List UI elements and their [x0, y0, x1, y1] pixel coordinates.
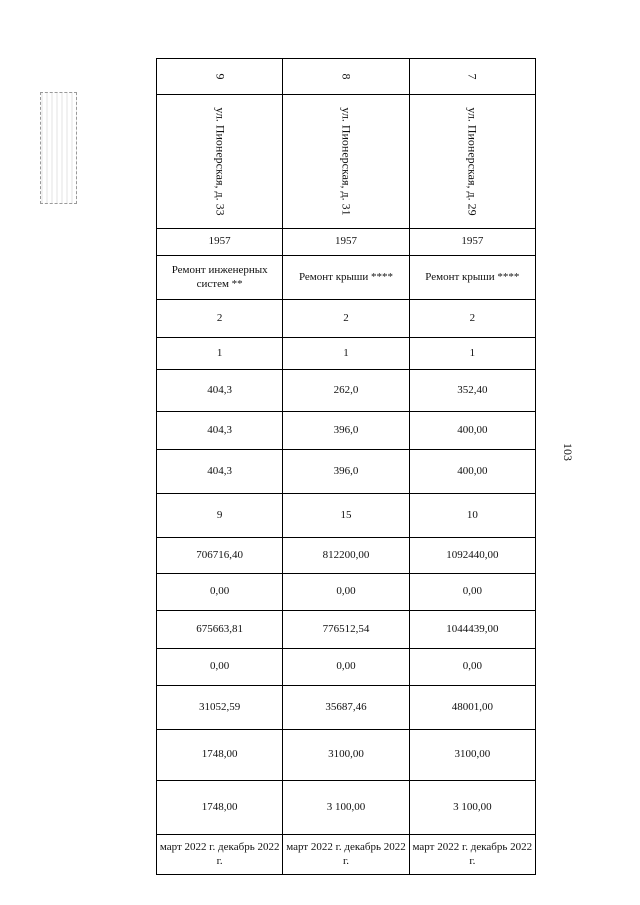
table-cell: 1748,00	[157, 730, 283, 781]
table-cell: 0,00	[157, 649, 283, 686]
table-row	[157, 781, 536, 835]
table-cell: 352,40	[409, 370, 535, 412]
table-cell: 396,0	[283, 450, 409, 494]
table-row	[157, 95, 536, 229]
table-cell: 675663,81	[157, 611, 283, 649]
table-row	[157, 300, 536, 338]
register-table	[156, 58, 536, 875]
table-cell: 3100,00	[409, 730, 535, 781]
table-cell: 0,00	[157, 574, 283, 611]
table-cell: 2	[409, 300, 535, 338]
table-row	[157, 256, 536, 300]
table-row	[157, 412, 536, 450]
table-cell: 0,00	[283, 574, 409, 611]
table-row	[157, 338, 536, 370]
table-row	[157, 370, 536, 412]
table-cell: 2	[283, 300, 409, 338]
table-cell: 706716,40	[157, 538, 283, 574]
table-cell: 31052,59	[157, 686, 283, 730]
table-cell	[157, 95, 283, 229]
address-text: ул. Пионерская, д. 33	[213, 107, 228, 216]
table-cell	[283, 95, 409, 229]
table-cell: 400,00	[409, 412, 535, 450]
table-cell: март 2022 г. декабрь 2022 г.	[409, 835, 535, 875]
table-cell: 3100,00	[283, 730, 409, 781]
table-row	[157, 538, 536, 574]
table-cell: 3 100,00	[283, 781, 409, 835]
column-number: 8	[339, 73, 354, 80]
table-cell: март 2022 г. декабрь 2022 г.	[157, 835, 283, 875]
table-cell: 1957	[283, 229, 409, 256]
table-row	[157, 450, 536, 494]
column-number: 9	[213, 73, 228, 80]
table-cell: Ремонт крыши ****	[409, 256, 535, 300]
table-cell: Ремонт инженерных систем **	[157, 256, 283, 300]
table-cell: 1957	[409, 229, 535, 256]
table-cell: 1748,00	[157, 781, 283, 835]
table-cell: Ремонт крыши ****	[283, 256, 409, 300]
table-cell: 1	[409, 338, 535, 370]
table-row	[157, 686, 536, 730]
table-row	[157, 730, 536, 781]
address-text: ул. Пионерская, д. 29	[465, 107, 480, 216]
table-cell: 404,3	[157, 450, 283, 494]
table-row	[157, 494, 536, 538]
table-cell: 1092440,00	[409, 538, 535, 574]
table-cell: 0,00	[409, 649, 535, 686]
table-cell: 396,0	[283, 412, 409, 450]
page-number: 103	[561, 443, 575, 461]
table-cell: 1957	[157, 229, 283, 256]
stamp-image	[40, 92, 77, 204]
table-row	[157, 611, 536, 649]
table-row	[157, 835, 536, 875]
table-row	[157, 59, 536, 95]
table-cell: 262,0	[283, 370, 409, 412]
table-row	[157, 229, 536, 256]
table-cell: 2	[157, 300, 283, 338]
table-cell: 1	[283, 338, 409, 370]
table-cell	[409, 59, 535, 95]
table-cell: 9	[157, 494, 283, 538]
table-cell: 812200,00	[283, 538, 409, 574]
table-cell: 0,00	[283, 649, 409, 686]
table-row	[157, 574, 536, 611]
address-text: ул. Пионерская, д. 31	[339, 107, 354, 216]
table-cell: 48001,00	[409, 686, 535, 730]
table-cell: март 2022 г. декабрь 2022 г.	[283, 835, 409, 875]
table-cell: 35687,46	[283, 686, 409, 730]
table-cell: 0,00	[409, 574, 535, 611]
column-number: 7	[465, 73, 480, 80]
table-cell: 1044439,00	[409, 611, 535, 649]
table-cell: 1	[157, 338, 283, 370]
table-cell: 400,00	[409, 450, 535, 494]
table-cell	[283, 59, 409, 95]
table-cell	[409, 95, 535, 229]
table-cell: 3 100,00	[409, 781, 535, 835]
table-row	[157, 649, 536, 686]
table-cell: 404,3	[157, 412, 283, 450]
table-cell: 776512,54	[283, 611, 409, 649]
table-cell: 15	[283, 494, 409, 538]
table-cell: 10	[409, 494, 535, 538]
table-cell	[157, 59, 283, 95]
table-cell: 404,3	[157, 370, 283, 412]
